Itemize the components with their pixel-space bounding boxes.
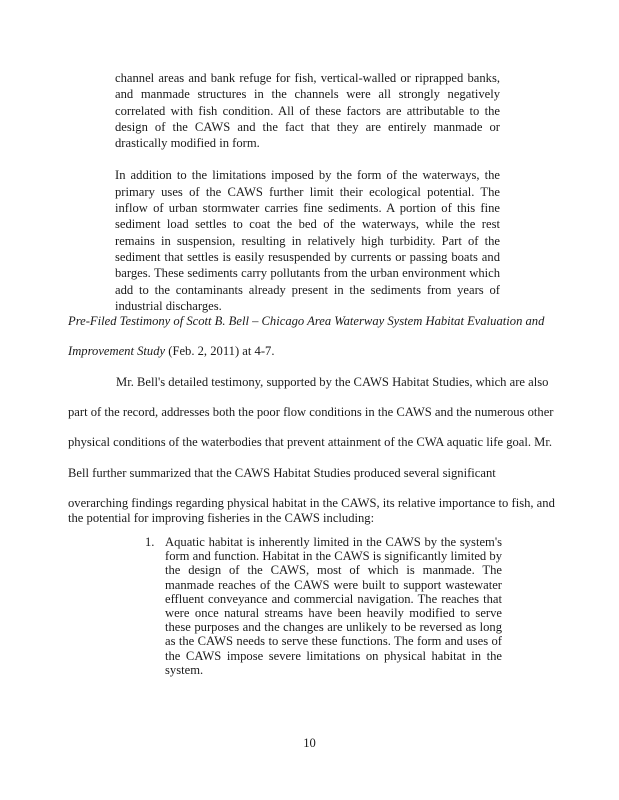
body-line-3: physical conditions of the waterbodies that prevent attainment of the CWA aquatic life goal. Mr. <box>68 435 553 449</box>
quote-paragraph-2: In addition to the limitations imposed by the form of the waterways, the primary uses of the CAWS further limit their ecological potential. The inflow of urban stormwater carries fine sediments. A portion of this fine sediment load settles to coat the bed of the waterways, while the rest remains in suspension, resulting in relatively high turbidity. Part of the sediment that settles is easily resuspended by currents or passing boats and barges. These sediments carry pollutants from the urban environment which add to the contaminants already present in the sediments from years of industrial discharges. <box>115 168 500 313</box>
citation-line-2 <box>68 343 528 359</box>
body-line-6: the potential for improving fisheries in the CAWS including: <box>68 511 375 525</box>
body-line-1: Mr. Bell's detailed testimony, supported by the CAWS Habitat Studies, which are also <box>116 375 549 389</box>
body-line-4: Bell further summarized that the CAWS Habitat Studies produced several significant <box>68 466 496 480</box>
citation-study-title: Improvement Study <box>68 344 166 358</box>
list-item-number: 1. <box>145 535 155 549</box>
findings-list <box>145 535 502 677</box>
list-item-text: Aquatic habitat is inherently limited in the CAWS by the system's form and function. Habitat in the CAWS is significantly limited by the design of the CAWS, most of which is manmade. The manmade reaches of the CAWS were built to support wastewater effluent conveyance and commercial navigation. The reaches that were once natural streams have been heavily modified to serve these purposes and the changes are unlikely to be reversed as long as the CAWS needs to serve these functions. The form and uses of the CAWS impose severe limitations on physical habitat in the system. <box>165 535 502 677</box>
block-quote <box>115 70 500 314</box>
body-line-2: part of the record, addresses both the poor flow conditions in the CAWS and the numerous other <box>68 405 554 419</box>
quote-paragraph-1: channel areas and bank refuge for fish, vertical-walled or riprapped banks, and manmade structures in the channels were all strongly negatively correlated with fish condition. All of these factors are attributable to the design of the CAWS and the fact that they are entirely manmade or drastically modified in form. <box>115 71 500 151</box>
citation-line-1: Pre-Filed Testimony of Scott B. Bell – Chicago Area Waterway System Habitat Evaluation and <box>68 314 545 328</box>
page-number: 10 <box>303 736 316 750</box>
body-line-5: overarching findings regarding physical habitat in the CAWS, its relative importance to fish, and <box>68 496 555 510</box>
citation-date: (Feb. 2, 2011) at 4-7. <box>165 344 275 358</box>
